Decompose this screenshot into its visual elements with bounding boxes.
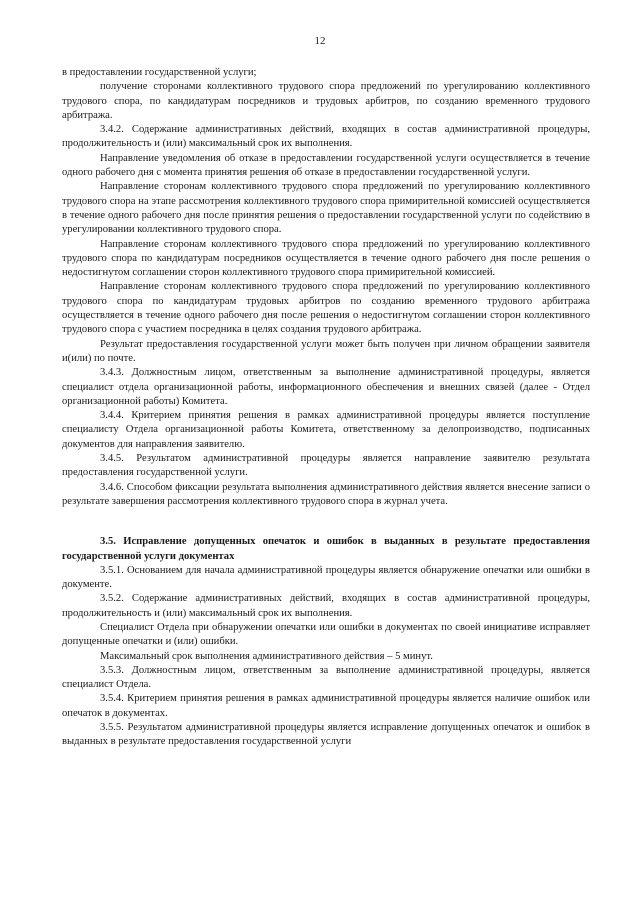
paragraph: Максимальный срок выполнения административного действия – 5 минут.	[100, 650, 433, 662]
paragraph: Направление сторонам коллективного трудового спора предложений по урегулированию коллективного трудового спора по кандидатурам трудовых арбитров по созданию временного трудового арбитража осуществляется в течение одного рабочего дня после решения о недостигнутом соглашении сторон коллективного трудового спора с участием посредника в целях создания трудового арбитража.	[62, 281, 590, 336]
document-body	[62, 66, 590, 750]
paragraph: в предоставлении государственной услуги;	[62, 67, 257, 78]
paragraph: Направление сторонам коллективного трудового спора предложений по урегулированию коллективного трудового спора на этапе рассмотрения коллективного трудового спора примирительной комиссией осуществляется в течение одного рабочего дня после принятия решения о предоставлении государственной услуги по содействию в урегулировании коллективного трудового спора.	[62, 181, 590, 236]
paragraph: Направление сторонам коллективного трудового спора предложений по урегулированию коллективного трудового спора по кандидатурам посредников осуществляется в течение одного рабочего дня после решения о недостигнутом соглашении сторон коллективного трудового спора примирительной комиссией.	[62, 238, 590, 279]
paragraph: 3.5.1. Основанием для начала административной процедуры является обнаружение опечатки или ошибки в документе.	[62, 564, 590, 591]
paragraph: Результат предоставления государственной услуги может быть получен при личном обращении заявителя и(или) по почте.	[62, 338, 590, 364]
paragraph: 3.4.4. Критерием принятия решения в рамках административной процедуры является поступление специалисту Отдела организационной работы Комитета, ответственному за делопроизводство, подписанных документов для направления заявителю.	[62, 410, 590, 450]
paragraph: 3.4.6. Способом фиксации результата выполнения административного действия является внесение записи о результате завершения рассмотрения коллективного трудового спора в журнал учета.	[62, 481, 590, 507]
paragraph: 3.4.2. Содержание административных действий, входящих в состав административной процедуры, продолжительность и (или) максимальный срок их выполнения.	[62, 124, 590, 150]
page-number: 12	[314, 35, 326, 47]
paragraph: получение сторонами коллективного трудового спора предложений по урегулированию коллективного трудового спора, по кандидатурам посредников и трудовых арбитров, по созданию временного трудового арбитража.	[62, 81, 590, 121]
paragraph: Специалист Отдела при обнаружении опечатки или ошибки в документах по своей инициативе исправляет допущенные опечатки и (или) ошибки.	[62, 621, 590, 648]
paragraph: 3.4.3. Должностным лицом, ответственным за выполнение административной процедуры, является специалист отдела организационной работы, информационного обеспечения и внешних связей (далее - Отдел организационной работы) Комитета.	[62, 367, 590, 407]
section-heading: 3.5. Исправление допущенных опечаток и ошибок в выданных в результате предоставления государственной услуги документах	[62, 536, 590, 562]
paragraph: Направление уведомления об отказе в предоставлении государственной услуги осуществляется в течение одного рабочего дня с момента принятия решения об отказе в предоставлении государственной услуги.	[62, 152, 590, 179]
paragraph: 3.5.4. Критерием принятия решения в рамках административной процедуры является наличие ошибок или опечаток в документах.	[62, 693, 590, 719]
paragraph: 3.5.3. Должностным лицом, ответственным за выполнение административной процедуры, является специалист Отдела.	[62, 664, 590, 691]
paragraph: 3.5.5. Результатом административной процедуры является исправление допущенных опечаток и ошибок в выданных в результате предоставления государственной услуги	[62, 722, 590, 748]
paragraph: 3.5.2. Содержание административных действий, входящих в состав административной процедуры, продолжительность и (или) максимальный срок их выполнения.	[62, 593, 590, 619]
paragraph: 3.4.5. Результатом административной процедуры является направление заявителю результата предоставления государственной услуги.	[62, 453, 590, 479]
